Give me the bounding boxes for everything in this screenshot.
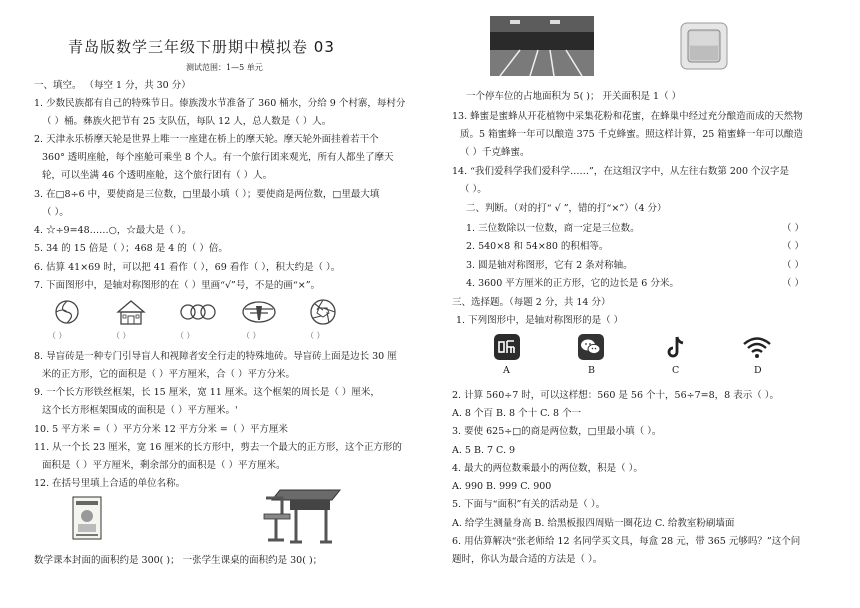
question-text: 14. “我们爱科学我们爱科学……”，在这组汉字中，从左往右数第 200 个汉字是	[452, 166, 790, 177]
question-text: （ ）桶。彝族火把节有 25 支队伍，每队 12 人，总人数是（ ）人。	[42, 116, 332, 127]
question-text: （ ）。	[460, 184, 487, 195]
question-text: 一个停车位的占地面积为 5( )； 开关面积是 1（ ）	[466, 91, 682, 102]
q7-paren: （ ）	[112, 331, 131, 340]
choice-letter: A	[503, 365, 510, 376]
question-text: 数学课本封面的面积约是 300( )； 一张学生课桌的面积约是 30( )；	[34, 555, 323, 566]
choice-letter: B	[588, 365, 595, 376]
question-text: 2. 天津永乐桥摩天轮是世界上唯一一座建在桥上的摩天轮。摩天轮外面挂着若干个	[34, 134, 379, 145]
q7-paren: （ ）	[242, 331, 261, 340]
judge-answer-paren: （ ）	[782, 241, 805, 252]
question-text: 题时，你认为最合适的方法是（ ）。	[452, 554, 603, 565]
question-text: （ ）千克蜂蜜。	[460, 147, 530, 158]
section-heading: 一、填空。 （每空 1 分，共 30 分）	[34, 80, 191, 91]
tiktok-icon	[664, 334, 690, 360]
question-text: 9. 一个长方形铁丝框架，长 15 厘米，宽 11 厘米。这个框架的周长是（ ）厘米，	[34, 387, 380, 398]
circle-swirl-icon	[56, 301, 78, 323]
choice-options: A. 5 B. 7 C. 9	[452, 445, 516, 456]
judge-item: 2. 540×8 和 54×80 的积相等。	[466, 241, 609, 252]
judge-answer-paren: （ ）	[782, 278, 805, 289]
olympic-rings-icon	[181, 305, 215, 319]
question-text: 13. 蜂蜜是蜜蜂从开花植物中采集花粉和花蜜，在蜂巢中经过充分酿造而成的天然物	[452, 111, 803, 122]
judge-item: 1. 三位数除以一位数，商一定是三位数。	[466, 223, 640, 234]
q7-paren: （ ）	[306, 331, 325, 340]
question-text: 质。5 箱蜜蜂一年可以酿造 375 千克蜂蜜。照这样计算，25 箱蜜蜂一年可以酿造	[460, 129, 803, 140]
question-text: 面积是（ ）平方厘米，剩余部分的面积是（ ）平方厘米。	[42, 460, 286, 471]
question-text: 3. 在□8÷6 中，要使商是三位数，□里最小填（ ）；要使商是两位数，□里最大填	[34, 189, 380, 200]
question-text: 8. 导盲砖是一种专门引导盲人和视障者安全行走的特殊地砖。导盲砖上面是边长 30 厘	[34, 351, 397, 362]
q7-paren: （ ）	[48, 331, 67, 340]
q7-shapes	[54, 298, 374, 328]
choice-letter: C	[672, 365, 680, 376]
question-text: 米的正方形，它的面积是（ ）平方厘米，合（ ）平方分米。	[42, 369, 296, 380]
question-text: （ ）。	[42, 207, 69, 218]
wechat-icon	[578, 334, 604, 360]
question-text: 1. 下列图形中，是轴对称图形的是（ ）	[456, 315, 624, 326]
school-desk-image	[260, 484, 344, 546]
hexagon-aperture-icon	[311, 300, 335, 324]
question-text: 4. ☆÷9=48……○，☆最大是（ ）。	[34, 225, 192, 236]
question-text: 这个长方形框架围成的面积是（ ）平方厘米。'	[42, 405, 238, 416]
wifi-icon	[742, 334, 772, 360]
question-text: 11. 从一个长 23 厘米，宽 16 厘米的长方形中，剪去一个最大的正方形，这个正方形的	[34, 442, 402, 453]
car-badge-icon	[243, 302, 275, 322]
question-text: 10. 5 平方米 =（ ）平方分米 12 平方分米 =（ ）平方厘米	[34, 424, 288, 435]
question-text: 轮，可以坐满 46 个透明座舱，这个旅行团有（ ）人。	[42, 170, 273, 181]
question-text: 12. 在括号里填上合适的单位名称。	[34, 478, 186, 489]
question-text: 7. 下面图形中，是轴对称图形的在（ ）里画“√”号，不是的画“×”。	[34, 280, 321, 291]
judge-answer-paren: （ ）	[782, 260, 805, 271]
question-text: 6. 估算 41×69 时，可以把 41 看作（ ），69 看作（ ），积大约是（ ）。	[34, 262, 341, 273]
section-heading: 二、判断。（对的打“ √ ”，错的打“×”）（4 分）	[466, 203, 667, 214]
judge-item: 3. 圆是轴对称图形，它有 2 条对称轴。	[466, 260, 633, 271]
question-text: 5. 下面与“面积”有关的活动是（ ）。	[452, 499, 606, 510]
judge-item: 4. 3600 平方厘米的正方形，它的边长是 6 分米。	[466, 278, 679, 289]
question-text: 1. 少数民族都有自己的特殊节日。傣族泼水节准备了 360 桶水，分给 9 个村寨，每村分	[34, 98, 406, 109]
light-switch-image	[680, 22, 728, 70]
parking-lot-image	[490, 16, 594, 76]
choice-letter: D	[754, 365, 762, 376]
question-text: 5. 34 的 15 倍是（ ）；468 是 4 的（ ）倍。	[34, 243, 228, 254]
judge-answer-paren: （ ）	[782, 223, 805, 234]
audio-app-icon	[494, 334, 520, 360]
q7-paren: （ ）	[176, 331, 195, 340]
section-heading: 三、选择题。（每题 2 分，共 14 分）	[452, 297, 611, 308]
question-text: 4. 最大的两位数乘最小的两位数，积是（ ）。	[452, 463, 643, 474]
choice-options: A. 990 B. 999 C. 900	[452, 481, 552, 492]
choice-options: A. 给学生测量身高 B. 给黑板报四周贴一圈花边 C. 给教室粉刷墙面	[452, 518, 735, 529]
question-text: 6. 用估算解决“张老师给 12 名同学买文具，每盒 28 元，带 365 元够吗？”这个问	[452, 536, 801, 547]
question-text: 3. 要使 625÷□的商是两位数，□里最小填（ ）。	[452, 426, 662, 437]
question-text: 360° 透明座舱，每个座舱可乘坐 8 个人。有一个旅行团来观光，所有人都坐了摩天	[42, 152, 394, 163]
house-icon	[118, 301, 144, 324]
question-text: 2. 计算 560÷7 时，可以这样想：560 是 56 个十，56÷7=8，8 表示（ ）。	[452, 390, 779, 401]
choice-options: A. 8 个百 B. 8 个十 C. 8 个一	[452, 408, 582, 419]
page-subtitle: 测试范围：1—5 单元	[186, 63, 263, 72]
page-title: 青岛版数学三年级下册期中模拟卷 03	[68, 38, 335, 56]
textbook-image	[72, 496, 102, 540]
